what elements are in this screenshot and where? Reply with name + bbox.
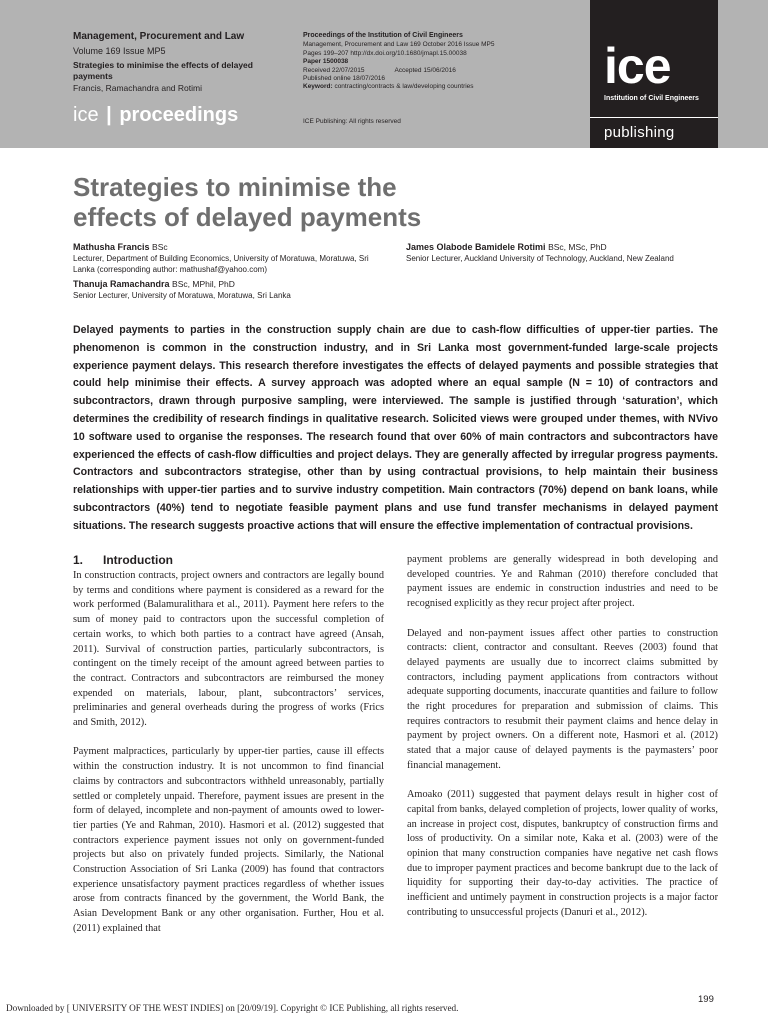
body-column-right <box>407 553 718 935</box>
title-line-1: Strategies to minimise the <box>73 172 397 202</box>
rights-notice: ICE Publishing: All rights reserved <box>303 118 401 125</box>
author-affiliation: Senior Lecturer, University of Moratuwa, Moratuwa, Sri Lanka <box>73 291 291 300</box>
brand-proceedings: proceedings <box>119 104 239 126</box>
author-degrees: BSc <box>152 242 168 252</box>
accepted-date: Accepted 15/06/2016 <box>394 66 456 74</box>
logo-divider <box>590 117 718 118</box>
author-degrees: BSc, MPhil, PhD <box>172 279 235 289</box>
received-accepted <box>303 67 588 75</box>
author-name: Mathusha Francis <box>73 242 150 252</box>
citation: Management, Procurement and Law 169 October 2016 Issue MP5 <box>303 41 495 49</box>
author-name: James Olabode Bamidele Rotimi <box>406 242 546 252</box>
brand-ice: ice <box>73 104 99 126</box>
author-affiliation: Lecturer, Department of Building Economics, University of Moratuwa, Moratuwa, Sri Lanka (corresponding author: mathushaf@yahoo.com) <box>73 254 369 274</box>
journal-header <box>0 0 768 148</box>
publishing-label: publishing <box>604 124 675 141</box>
ice-publishing-logo <box>590 0 718 148</box>
journal-info <box>73 30 288 94</box>
published-date: Published online 18/07/2016 <box>303 75 386 83</box>
author-degrees: BSc, MSc, PhD <box>548 242 607 252</box>
ice-logo-icon <box>604 42 704 88</box>
proceedings-title: Proceedings of the Institution of Civil Engineers <box>303 32 463 39</box>
abstract: Delayed payments to parties in the construction supply chain are due to cash-flow difficulties of upper-tier parties. The phenomenon is common in the construction industry, and in Sri Lanka most government-funded large-scale projects experience payment delays. This research therefore investigates the effects of delayed payments and possible strategies that could help minimise their effects. A survey approach was adopted where an equal sample (N = 10) of contractors and subcontractors, drawn through purposive sampling, were interviewed. The sample is justified through ‘saturation’, which determines the credibility of research findings in qualitative research. Solicited views were grouped under themes, with NVivo 10 software used to organise the responses. The research found that over 60% of main contractors and subcontractors have experienced the effects of cash-flow difficulties and project delays. They are generally affected by irregular progress payments. Contractors and subcontractors strategise, other than by using contractual provisions, to help maintain their business relationships with upper-tier parties and to survive industry competition. Main contractors (70%) depend on bank loans, while subcontractors (40%) tend to negotiate feasible payment plans and use fund transfer mechanisms in delayed payment situations. The research suggests proactive actions that will ensure the effective implementation of contractual provisions. <box>73 324 718 532</box>
article-title <box>73 172 633 232</box>
short-authors: Francis, Ramachandra and Rotimi <box>73 83 202 93</box>
author-block <box>73 241 373 275</box>
title-line-2: effects of delayed payments <box>73 202 422 232</box>
keyword-values: contracting/contracts & law/developing countries <box>334 83 474 91</box>
section-title: Introduction <box>103 553 173 567</box>
keyword-label: Keyword: <box>303 83 333 91</box>
section-heading <box>73 553 384 568</box>
journal-volume: Volume 169 Issue MP5 <box>73 46 166 56</box>
publication-details <box>303 32 588 92</box>
brand-divider: | <box>106 104 112 126</box>
author-block <box>406 241 706 265</box>
paragraph: Delayed and non-payment issues affect other parties to construction contracts: client, contractor and consultant. Reeves (2003) found that delayed payments are usually due to incorrect claims submitted by contractors, including payment applications from contractors without adequate supporting documents, inaccurate quantities and failure to follow the right procedures for preparation and submission of claims. This requires contractors to resubmit their payment claims and hence delay in payment by project owners. On a different note, Hasmori et al. (2012) stated that a major cause of delayed payments is the paymasters’ poor financial management. <box>407 627 718 771</box>
author-block <box>73 278 373 302</box>
ice-logo-text: ice <box>604 42 671 88</box>
keywords <box>303 83 588 91</box>
download-notice: Downloaded by [ UNIVERSITY OF THE WEST INDIES] on [20/09/19]. Copyright © ICE Publishing, all rights reserved. <box>6 1003 459 1013</box>
paragraph: In construction contracts, project owners and contractors are legally bound by terms and conditions where payment is considered as a reward for the work performed (Balamuralithara et al., 2011). Payment here refers to the sum of money paid to contractors upon the successful completion of certain works, to which both parties to a contract have agreed (Ansah, 2011). Survival of construction parties, particularly subcontractors, is contingent on the timely receipt of the amount agreed between parties to the contract. Contractors and subcontractors are reimbursed the money expended on materials, labour, plant, subcontractors’ services, preliminaries and general overheads during the progress of works (Frics and Smith, 2012). <box>73 570 384 729</box>
paragraph: payment problems are generally widespread in both developing and developed countries. Ye and Rahman (2010) therefore concluded that payment issues are endemic in construction industries and need to be recognised explicitly as they recur project after project. <box>407 554 718 610</box>
body-column-left <box>73 553 384 951</box>
section-number: 1. <box>73 553 84 567</box>
paragraph: Payment malpractices, particularly by upper-tier parties, cause ill effects within the construction industry. It is not uncommon to find financial claims by contractors and subcontractors withheld unreasonably, partially settled or completely unpaid. Therefore, payment issues are present in the form of delayed, incomplete and non-payment of amounts owed to lower-tier parties (Ye and Rahman, 2010). Hasmori et al. (2012) suggested that contractors experience payment issues not only on government-funded projects but also on privately funded projects. Similarly, the National Construction Association of Sri Lanka (2009) has found that contractors experience unsatisfactory payment practices regardless of whether issues arose from contracts financed by the government, the World Bank, the Asian Development Bank or any other organisation. Further, Hou et al. (2011) explained that <box>73 746 384 934</box>
author-name: Thanuja Ramachandra <box>73 279 170 289</box>
paper-number: Paper 1500038 <box>303 58 349 66</box>
institution-name: Institution of Civil Engineers <box>604 95 699 102</box>
ice-proceedings-brand <box>73 104 238 127</box>
pages-doi: Pages 199–207 http://dx.doi.org/10.1680/jmapl.15.00038 <box>303 49 467 57</box>
received-date: Received 22/07/2015 <box>303 66 365 74</box>
journal-name: Management, Procurement and Law <box>73 31 245 42</box>
author-affiliation: Senior Lecturer, Auckland University of Technology, Auckland, New Zealand <box>406 254 674 263</box>
page-number: 199 <box>698 994 714 1005</box>
paragraph: Amoako (2011) suggested that payment delays result in higher cost of capital from banks, delayed completion of projects, lower quality of works, an increase in project cost, disputes, bankruptcy of construction firms and loss of productivity. On a similar note, Kaka et al. (2003) were of the opinion that many construction companies have negative net cash flows due to improper payment practices and become bankrupt due to the lack of liquidity for supporting their day-to-day activities. The practice of inefficient and untimely payment in construction projects is a major factor contributing to unsuccessful projects (Danuri et al., 2012). <box>407 789 718 918</box>
short-title: Strategies to minimise the effects of delayed payments <box>73 60 253 81</box>
